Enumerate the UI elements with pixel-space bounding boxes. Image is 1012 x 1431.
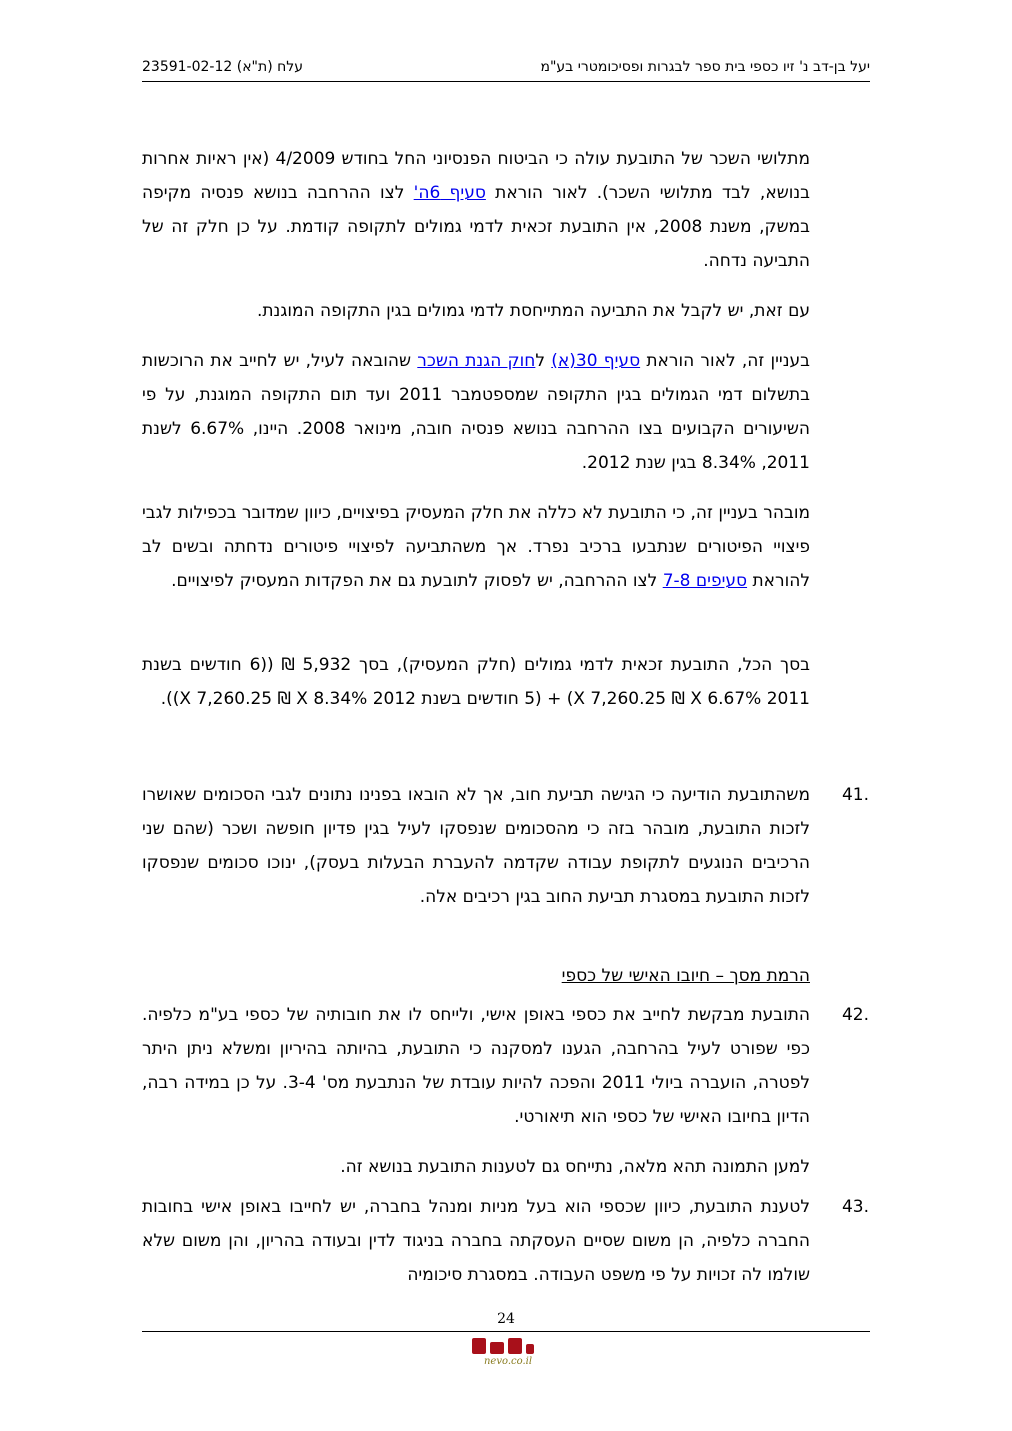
paragraph-text: מובהר בעניין זה, כי התובעת לא כללה את חלק המעסיק בפיצויים, כיוון שמדובר בכפילות לגבי פיצויי הפיטורים שנתבעו ברכיב נפרד. אך משהתביעה לפיצויי פיטורים נדחתה ובשים לב להוראת: [142, 503, 810, 591]
link-section-6h[interactable]: סעיף 6ה': [413, 183, 486, 203]
paragraph-contributions: [142, 344, 810, 480]
header-case-number: עלח (ת"א) 23591-02-12: [142, 59, 303, 75]
section-heading: הרמת מסך – חיובו האישי של כספי: [561, 966, 810, 986]
logo-block-3: [508, 1338, 522, 1354]
paragraph-pension-start: [142, 142, 810, 278]
paragraph-41: משהתובעת הודיעה כי הגישה תביעת חוב, אך לא הובאו בפנינו נתונים לגבי הסכומים שאושרו לזכות התובעת, מובהר בזה כי מהסכומים שנפסקו לעיל בגין פדיון חופשה ושכר (שהם שני הרכיבים הנוגעים לתקופת עבודה שקדמה להעברת הבעלות בעסק), ינוכו סכומים שנפסקו לזכות התובעת במסגרת תביעת החוב בגין רכיבים אלה.: [142, 785, 810, 907]
item-number-43: 43.: [841, 1197, 869, 1217]
running-header: [142, 56, 870, 80]
link-wage-protection-law[interactable]: חוק הגנת השכר: [417, 351, 536, 371]
item-number-42: 42.: [841, 1005, 869, 1025]
paragraph-text: שהובאה לעיל, יש לחייב את הרוכשות בתשלום דמי הגמולים בגין התקופה שמספטמבר 2011 ועד תום התקופה המוגנת, על פי השיעורים הקבועים בצו ההרחבה בנושא פנסיה חובה, מינואר 2008. היינו, 6.67% לשנת 2011, 8.34% בגין שנת 2012.: [142, 351, 811, 473]
link-section-30a[interactable]: סעיף 30(א): [551, 351, 641, 371]
logo-text: nevo.co.il: [483, 1356, 533, 1366]
page-number: 24: [497, 1311, 515, 1327]
paragraph-total: בסך הכל, התובעת זכאית לדמי גמולים (חלק המעסיק), בסך 5,932 ₪ ((6 חודשים בשנת 2011 X 7,260.25 ₪ X 6.67%) + (5 חודשים בשנת 2012 X 7,260.25 ₪ X 8.34%)).: [142, 655, 811, 709]
paragraph-text: ל: [535, 351, 552, 371]
paragraph-complete-picture: למען התמונה תהא מלאה, נתייחס גם לטענות התובעת בנושא זה.: [340, 1157, 810, 1177]
logo-block-2: [490, 1342, 504, 1354]
header-case-title: יעל בן-דב נ' זיו כספי בית ספר לבגרות ופסיכומטרי בע"מ: [540, 59, 870, 75]
paragraph-42: התובעת מבקשת לחייב את כספי באופן אישי, ולייחס לו את חובותיה של כספי בע"מ כלפיה. כפי שפורט לעיל בהרחבה, הגענו למסקנה כי התובעת, בהיותה בהיריון ומשלא ניתן היתר לפטרה, הועברה ביולי 2011 והפכה להיות עובדת של הנתבעת מס' 3-4. על כן במידה רבה, הדיון בחיובו האישי של כספי הוא תיאורטי.: [142, 1005, 810, 1127]
logo-block-1: [472, 1338, 486, 1354]
paragraph-43: לטענת התובעת, כיוון שכספי הוא בעל מניות ומנהל בחברה, יש לחייבו באופן אישי בחובות החברה כלפיה, הן משום שסיים העסקתה בחברה בניגוד לדין ובעודה בהריון, והן משום שלא שולמו לה זכויות על פי משפט העבודה. במסגרת סיכומיה: [142, 1197, 810, 1285]
item-number-41: 41.: [841, 785, 869, 805]
paragraph-text: מתלושי השכר של התובעת עולה כי הביטוח הפנסיוני החל בחודש 4/2009 (אין ראיות אחרות בנושא, לבד מתלושי השכר). לאור הוראת: [142, 149, 811, 203]
footer-rule: [142, 1331, 870, 1332]
header-rule: [142, 81, 870, 82]
logo-block-4: [526, 1344, 534, 1354]
nevo-logo-icon: [462, 1336, 554, 1366]
paragraph-text: לצו ההרחבה בנושא פנסיה מקיפה במשק, משנת 2008, אין התובעת זכאית לדמי גמולים לתקופה קודמת. על כן חלק זה של התביעה נדחה.: [142, 183, 810, 271]
paragraph-text: לצו ההרחבה, יש לפסוק לתובעת גם את הפקדות המעסיק לפיצויים.: [171, 571, 663, 591]
link-sections-7-8[interactable]: סעיפים 7-8: [662, 571, 748, 591]
paragraph-text: בעניין זה, לאור הוראת: [640, 351, 810, 371]
paragraph-severance: [142, 496, 810, 598]
paragraph-accept-claim: עם זאת, יש לקבל את התביעה המתייחסת לדמי גמולים בגין התקופה המוגנת.: [256, 301, 810, 321]
